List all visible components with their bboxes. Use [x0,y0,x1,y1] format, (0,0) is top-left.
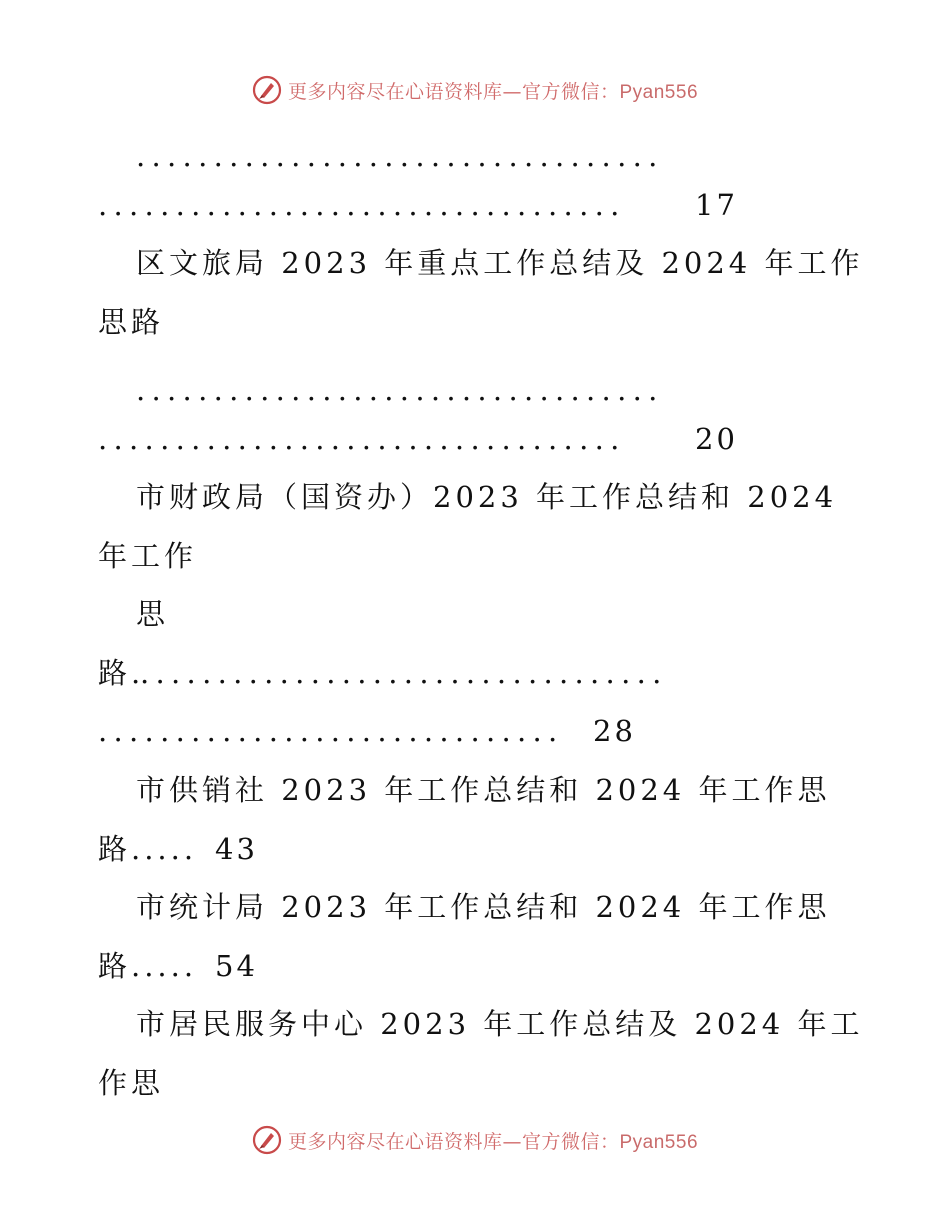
toc-page-number: 54 [215,949,258,983]
toc-entry-continuation: 思路 [98,305,165,339]
header-banner [0,70,950,110]
banner-label: 更多内容尽在心语资料库—官方微信： [287,80,620,103]
toc-entry-continuation: 思 [136,597,170,631]
toc-entry-title: 市统计局 2023 年工作总结和 2024 年工作思 [136,890,831,924]
toc-entry-continuation: 年工作 [98,539,198,573]
toc-leader: .................................. [98,188,626,222]
toc-entry-title: 区文旅局 2023 年重点工作总结及 2024 年工作 [136,246,864,280]
toc-entry-continuation: 作思 [98,1066,165,1100]
banner-label: 更多内容尽在心语资料库—官方微信： [287,1130,620,1153]
toc-leader: .................................. [136,139,664,173]
toc-entry-title: 市居民服务中心 2023 年工作总结及 2024 年工 [136,1007,864,1041]
toc-page-number: 28 [593,714,636,748]
toc-page-number: 20 [695,422,738,456]
logo-icon [252,1125,282,1155]
toc-leader: .................................. [140,656,668,690]
toc-entry-continuation: 路. [98,656,145,690]
wechat-id: Pyan556 [619,81,699,103]
toc-entry-title: 市供销社 2023 年工作总结和 2024 年工作思 [136,773,831,807]
toc-entry-continuation: 路..... [98,949,198,983]
toc-leader: .................................. [136,373,664,407]
toc-page-number: 17 [695,188,738,222]
footer-banner [0,1120,950,1160]
toc-leader: .............................. [98,714,564,748]
toc-leader: .................................. [98,422,626,456]
toc-entry-continuation: 路..... [98,832,198,866]
banner-text [288,1127,698,1154]
toc-entry-title: 市财政局（国资办）2023 年工作总结和 2024 [136,480,838,514]
logo-icon [252,75,282,105]
wechat-id: Pyan556 [619,1131,699,1153]
toc-page-number: 43 [215,832,258,866]
banner-text [288,77,698,104]
